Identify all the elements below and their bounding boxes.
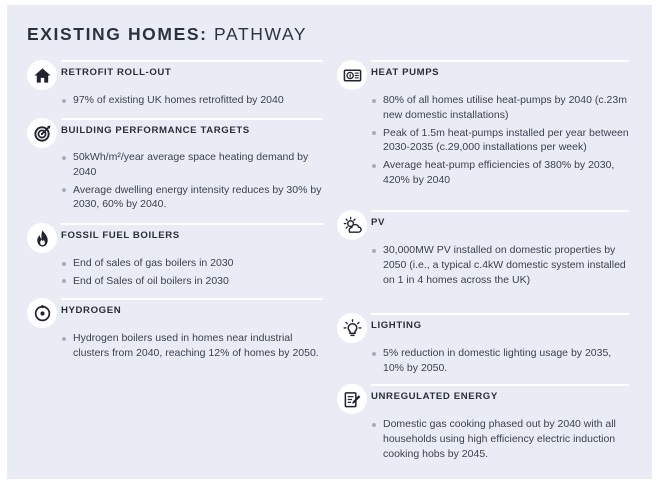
section-heading: UNREGULATED ENERGY xyxy=(371,391,498,402)
bullet-list xyxy=(371,93,629,191)
section-rule xyxy=(61,118,323,120)
bullet-list xyxy=(371,346,629,379)
section-lighting xyxy=(337,313,629,379)
bullet-list xyxy=(371,417,629,464)
section-rule xyxy=(371,384,629,386)
section-pv xyxy=(337,210,629,310)
list-item: 30,000MW PV installed on domestic properties by 2050 (i.e., a typical c.4kW domestic system installed on 1 in 4 homes across the UK) xyxy=(371,243,629,287)
section-heading: FOSSIL FUEL BOILERS xyxy=(61,230,180,241)
section-rule xyxy=(371,313,629,315)
list-item: Average heat-pump efficiencies of 380% by 2030, 420% by 2040 xyxy=(371,158,629,188)
pathway-panel xyxy=(7,5,652,479)
section-heading: RETROFIT ROLL-OUT xyxy=(61,67,172,78)
bullet-list xyxy=(61,150,323,215)
list-item: Average dwelling energy intensity reduces by 30% by 2030, 60% by 2040. xyxy=(61,183,323,213)
list-item: Hydrogen boilers used in homes near industrial clusters from 2040, reaching 12% of homes by 2050. xyxy=(61,331,323,361)
lightbulb-icon xyxy=(337,313,367,343)
bullet-list xyxy=(61,331,323,364)
section-rule xyxy=(61,60,323,62)
page-title xyxy=(27,24,307,45)
section-heading: BUILDING PERFORMANCE TARGETS xyxy=(61,125,250,136)
list-item: 50kWh/m²/year average space heating demand by 2040 xyxy=(61,150,323,180)
list-item: Domestic gas cooking phased out by 2040 with all households using high efficiency electric induction cooking hobs by 2045. xyxy=(371,417,629,461)
target-icon xyxy=(27,118,57,148)
title-rest: PATHWAY xyxy=(214,24,308,44)
section-building-performance xyxy=(27,118,323,218)
list-item: Peak of 1.5m heat-pumps installed per year between 2030-2035 (c.29,000 installations per week) xyxy=(371,126,629,156)
list-item: 5% reduction in domestic lighting usage by 2035, 10% by 2050. xyxy=(371,346,629,376)
section-hydrogen xyxy=(27,298,323,388)
home-icon xyxy=(27,60,57,90)
list-item: End of sales of gas boilers in 2030 xyxy=(61,256,323,271)
title-separator: : xyxy=(200,24,215,44)
bullet-list xyxy=(61,93,323,111)
flame-icon xyxy=(27,223,57,253)
section-heading: PV xyxy=(371,217,385,228)
clipboard-pen-icon xyxy=(337,384,367,414)
section-heading: HEAT PUMPS xyxy=(371,67,440,78)
section-unregulated-energy xyxy=(337,384,629,472)
section-rule xyxy=(371,210,629,212)
list-item: 97% of existing UK homes retrofitted by 2040 xyxy=(61,93,323,108)
section-rule xyxy=(61,298,323,300)
section-rule xyxy=(371,60,629,62)
list-item: End of Sales of oil boilers in 2030 xyxy=(61,274,323,289)
bullet-list xyxy=(61,256,323,292)
bullet-list xyxy=(371,243,629,290)
hydrogen-icon xyxy=(27,298,57,328)
section-heading: LIGHTING xyxy=(371,320,422,331)
list-item: 80% of all homes utilise heat-pumps by 2040 (c.23m new domestic installations) xyxy=(371,93,629,123)
section-rule xyxy=(61,223,323,225)
section-heading: HYDROGEN xyxy=(61,305,122,316)
section-fossil-fuel xyxy=(27,223,323,293)
section-heat-pumps xyxy=(337,60,629,205)
section-retrofit xyxy=(27,60,323,116)
sun-cloud-icon xyxy=(337,210,367,240)
heat-pump-icon xyxy=(337,60,367,90)
title-bold: EXISTING HOMES xyxy=(27,24,201,44)
